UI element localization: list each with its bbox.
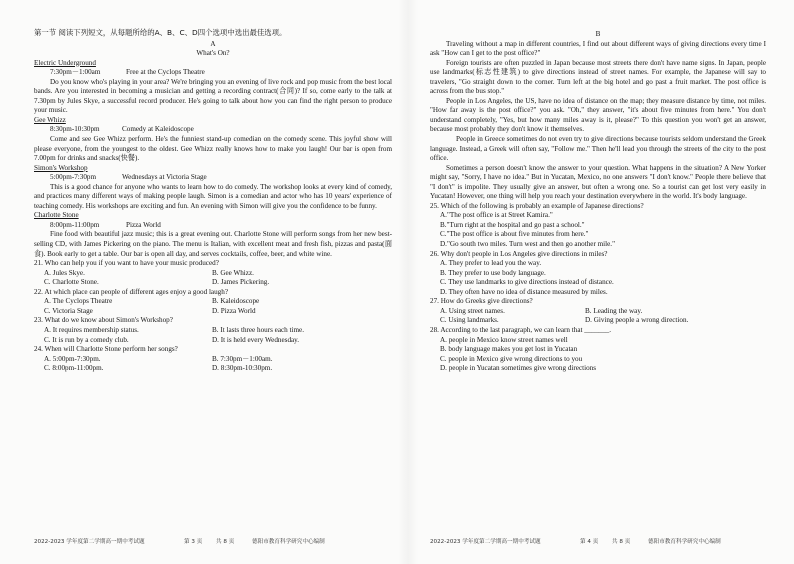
event-time-venue — [34, 173, 392, 183]
option[interactable]: C. Charlotte Stone. — [44, 278, 99, 287]
right-page — [430, 28, 766, 374]
footer-publisher: 德阳市教育科学研究中心编制 — [252, 539, 325, 545]
question-stem: 21. Who can help you if you want to have your music produced? — [34, 259, 219, 268]
option[interactable]: A. They prefer to lead you the way. — [440, 259, 542, 268]
event-name: Simon's Workshop — [34, 163, 88, 172]
passage-paragraph: People in Greece sometimes do not even try to give directions because tourists seldom understand the Greek language. Instead, a Greek will often say, "Follow me." Then he'll lead you through the streets of the city to the post office. — [430, 135, 766, 163]
event-time: 8:30pm-10:30pm — [50, 125, 100, 134]
right-footer — [430, 537, 721, 545]
option[interactable]: A. Using street names. — [440, 306, 505, 315]
option[interactable]: D."Go south two miles. Turn west and then go another mile." — [440, 240, 616, 249]
event-venue: Free at the Cyclops Theatre — [126, 68, 205, 77]
passage-paragraph: Foreign tourists are often puzzled in Japan because most streets there don't have name signs. In Japan, people use landmarks(标志性建筑) to give directions instead of street names. For example, the Japanese will say to travelers, "Go straight down to the corner. Turn left at the big hotel and go past a fruit market. The post office is across from the bus stop." — [430, 58, 766, 96]
option[interactable]: C. It is run by a comedy club. — [44, 335, 129, 344]
option-row — [34, 297, 392, 307]
option[interactable]: D. 8:30pm-10:30pm. — [212, 364, 273, 373]
option[interactable]: A. people in Mexico know street names well — [440, 335, 568, 344]
option[interactable]: D. Giving people a wrong direction. — [585, 316, 689, 325]
passage-paragraph: Traveling without a map in different countries, I find out about different ways of giving directions every time I ask "How can I get to the post office?" — [430, 39, 766, 58]
question-stem: 24. When will Charlotte Stone perform her songs? — [34, 345, 178, 354]
option-row — [34, 326, 392, 336]
footer-exam-title: 2022-2023 学年度第二学期高一期中考试题 — [430, 539, 541, 545]
passage-letter-b: B — [595, 30, 601, 38]
option[interactable]: B."Turn right at the hospital and go past a school." — [440, 220, 585, 229]
event-venue: Pizza World — [126, 220, 161, 229]
option[interactable]: A. The Cyclops Theatre — [44, 297, 113, 306]
option[interactable]: D. It is held every Wednesday. — [212, 335, 300, 344]
event-time-venue — [34, 125, 392, 135]
question-stem: 22. At which place can people of different ages enjoy a good laugh? — [34, 287, 228, 296]
passage-title: What's On? — [196, 49, 230, 58]
option[interactable]: D. They often have no idea of distance measured by miles. — [440, 287, 608, 296]
passage-paragraph: Sometimes a person doesn't know the answer to your question. What happens in the situation? A New Yorker might say, "Sorry, I have no idea." But in Yucatan, Mexico, no one answers "I don't know." People there believe that "I don't" is impolite. They usually give an answer, but often a wrong one. So a tourist can get lost very easily in Yucatan! However, one thing will help you reach your destination everywhere in the world. It's body language. — [430, 163, 766, 201]
event-name: Charlotte Stone — [34, 211, 79, 220]
question-stem: 27. How do Greeks give directions? — [430, 297, 533, 306]
option[interactable]: A."The post office is at Street Kamira." — [440, 211, 553, 220]
passage-letter-a: A — [210, 39, 216, 48]
option[interactable]: A. 5:00pm-7:30pm. — [44, 354, 101, 363]
left-footer — [34, 537, 325, 545]
option-row — [430, 316, 766, 326]
option-row — [34, 269, 392, 279]
option[interactable]: C. Using landmarks. — [440, 316, 499, 325]
footer-total-pages: 共 8 页 — [216, 539, 235, 545]
option-row — [34, 278, 392, 288]
event-time: 7:30pm－1:00am — [50, 68, 101, 77]
question-stem: 26. Why don't people in Los Angeles give directions in miles? — [430, 249, 608, 258]
event-time: 8:00pm-11:00pm — [50, 220, 100, 229]
option[interactable]: D. people in Yucatan sometimes give wrong directions — [440, 364, 596, 373]
event-description: Do you know who's playing in your area? We're bringing you an evening of live rock and pop music from the best local bands. Are you interested in becoming a musician and getting a recording contract(合同)? If so, come early to the talk at 7.30pm by Jules Skye, a successful record producer. He's going to talk about how you can find the right person to produce your music. — [34, 77, 392, 115]
event-name: Gee Whizz — [34, 115, 66, 124]
option[interactable]: B. 7:30pm－1:00am. — [212, 354, 273, 363]
section-instruction: 第一节 阅读下列短文，从每题所给的A、B、C、D四个选项中选出最佳选项。 — [34, 28, 287, 37]
footer-total-pages: 共 8 页 — [612, 539, 631, 545]
option-row — [34, 336, 392, 346]
option[interactable]: B. Leading the way. — [585, 306, 643, 315]
event-description: Fine food with beautiful jazz music; this is a great evening out. Charlotte Stone will perform songs from her new best-selling CD, with James Pickering on the piano. The menu is Italian, with excellent meat and fresh fish, pizzas and pasta(面食). Book early to get a table. Our bar is open all day, and serves cocktails, coffee, beer, and white wine. — [34, 230, 392, 258]
option[interactable]: B. It lasts three hours each time. — [212, 325, 305, 334]
option[interactable]: A. Jules Skye. — [44, 268, 85, 277]
option[interactable]: C. They use landmarks to give directions instead of distance. — [440, 278, 614, 287]
option[interactable]: B. Kaleidoscope — [212, 297, 260, 306]
question-stem: 25. Which of the following is probably an example of Japanese directions? — [430, 201, 644, 210]
option[interactable]: C."The post office is about five minutes from here." — [440, 230, 589, 239]
left-page — [34, 28, 392, 374]
option[interactable]: B. Gee Whizz. — [212, 268, 254, 277]
passage-paragraph: People in Los Angeles, the US, have no idea of distance on the map; they measure distance by time, not miles. "How far away is the post office?" you ask. "Oh," they answer, "it's about five minutes from here." You don't understand completely, "Yes, but how many miles away is it, please?" To this question you won't get an answer, because most probably they don't know it themselves. — [430, 96, 766, 134]
footer-publisher: 德阳市教育科学研究中心编制 — [648, 539, 721, 545]
event-time-venue — [34, 221, 392, 231]
option[interactable]: C. people in Mexico give wrong directions to you — [440, 354, 583, 363]
option-row — [34, 364, 392, 374]
question-stem: 23. What do we know about Simon's Workshop? — [34, 316, 173, 325]
event-venue: Comedy at Kaleidoscope — [122, 125, 194, 134]
event-description: This is a good chance for anyone who wants to learn how to do comedy. The workshop looks at every kind of comedy, and practices many different ways of making people laugh. Simon is a comedian and actor who has 10 years' experience of teaching comedy. His workshops are exciting and fun. An evening with Simon will give you the confidence to be funny. — [34, 182, 392, 210]
option-row — [430, 307, 766, 317]
option[interactable]: B. They prefer to use body language. — [440, 268, 546, 277]
event-name: Electric Underground — [34, 58, 96, 67]
option[interactable]: A. It requires membership status. — [44, 325, 139, 334]
option[interactable]: D. Pizza World — [212, 306, 256, 315]
option[interactable]: C. Victoria Stage — [44, 306, 93, 315]
footer-exam-title: 2022-2023 学年度第二学期高一期中考试题 — [34, 539, 145, 545]
option-row — [34, 355, 392, 365]
option[interactable]: B. body language makes you get lost in Yucatan — [440, 345, 578, 354]
question-stem: 28. According to the last paragraph, we can learn that _______. — [430, 325, 612, 334]
footer-page-number: 第 4 页 — [580, 539, 599, 545]
option[interactable]: D. James Pickering. — [212, 278, 270, 287]
page-fold-shadow — [398, 0, 418, 564]
option[interactable]: C. 8:00pm-11:00pm. — [44, 364, 104, 373]
event-time: 5:00pm-7:30pm — [50, 173, 97, 182]
option-row — [34, 307, 392, 317]
event-venue: Wednesdays at Victoria Stage — [122, 173, 207, 182]
event-description: Come and see Gee Whizz perform. He's the funniest stand-up comedian on the comedy scene. This joyful show will please everyone, from the youngest to the oldest. Gee Whizz really knows how to make you laugh! Our bar is open from 7.00pm for drinks and snacks(快餐). — [34, 135, 392, 163]
footer-page-number: 第 3 页 — [184, 539, 203, 545]
event-time-venue — [34, 68, 392, 78]
